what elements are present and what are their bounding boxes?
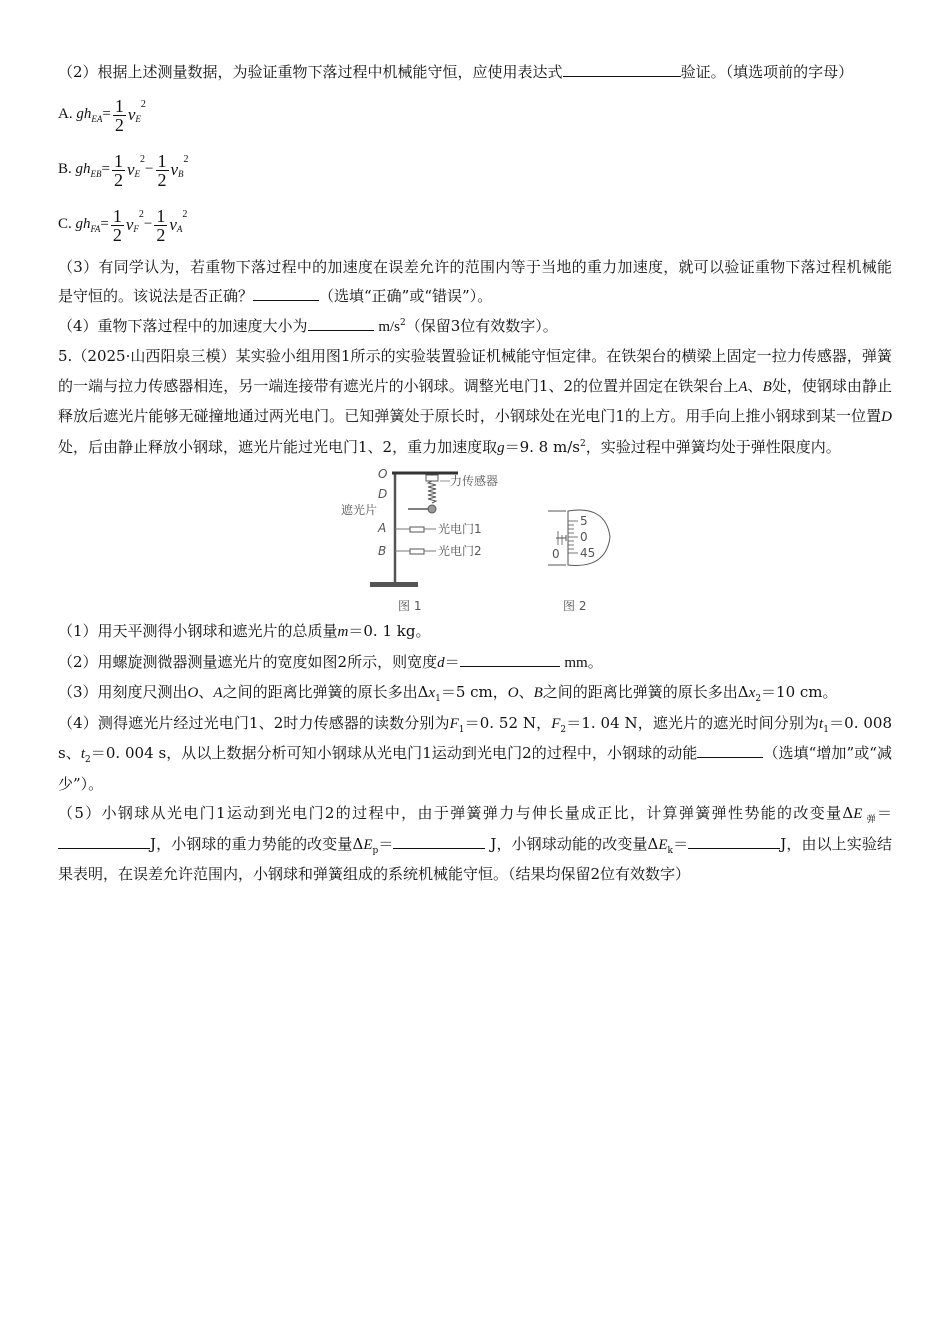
tick-45: 45 xyxy=(580,546,596,560)
experiment-figure xyxy=(58,465,892,617)
label-photogate-1: 光电门1 xyxy=(438,522,482,536)
question-4: （4）重物下落过程中的加速度大小为 $m/s^2$（保留3位有效数字）。 xyxy=(58,312,892,343)
caption-figure-2: 图 2 xyxy=(563,599,587,613)
photogate-2-icon xyxy=(410,549,424,554)
problem-5-stem: 5.（2025·山西阳泉三模）某实验小组用图1所示的实验装置验证机械能守恒定律。在铁架台的横梁上固定一拉力传感器，弹簧的一端与拉力传感器相连，另一端连接带有遮光片的小钢球。调整光电门1、2的位置并固定在铁架台上A、B处，使钢球由静止释放后遮光片能够无碰撞地通过两光电门。已知弹簧处于原长时，小钢球处在光电门1的上方。用手向上推小钢球到某一位置D处，后由静止释放小钢球，遮光片能过光电门1、2，重力加速度取g＝9. 8 $m/s^2$，实验过程中弹簧均处于弹性限度内。 xyxy=(58,347,892,456)
answer-blank-spring-energy[interactable] xyxy=(58,830,150,849)
subquestion-5: （5）小钢球从光电门1运动到光电门2的过程中，由于弹簧弹力与伸长量成正比，计算弹簧弹性势能的改变量ΔE $_弹$＝J，小钢球的重力势能的改变量$\Delta E_p= J$，小钢球动能的改变量$\Delta E_k= J$，由以上实验结果表明，在误差允许范围内，小钢球和弹簧组成的系统机械能守恒。（结果均保留2位有效数字） xyxy=(58,804,892,883)
photogate-1-icon xyxy=(410,527,424,532)
fraction-one-half: $\frac{1}{2}$ xyxy=(112,205,122,245)
tick-0-sleeve: 0 xyxy=(552,547,560,561)
tick-5: 5 xyxy=(580,514,588,528)
label-b: B xyxy=(378,544,387,558)
answer-blank-potential-energy[interactable] xyxy=(393,830,485,849)
fraction-one-half: $\frac{1}{2}$ xyxy=(113,150,123,190)
label-o: O xyxy=(378,467,388,481)
tick-0-thimble: 0 xyxy=(580,530,588,544)
label-photogate-2: 光电门2 xyxy=(438,544,482,558)
subquestion-2: （2）用螺旋测微器测量遮光片的宽度如图2所示，则宽度d＝ mm。 xyxy=(58,648,892,679)
figure-2 xyxy=(548,510,610,613)
label-shading-plate: 遮光片 xyxy=(341,503,378,517)
answer-blank-kinetic-energy[interactable] xyxy=(688,830,780,849)
answer-blank-q2[interactable] xyxy=(563,58,681,77)
fraction-one-half: $\frac{1}{2}$ xyxy=(114,95,124,135)
question-3: （3）有同学认为，若重物下落过程中的加速度在误差允许的范围内等于当地的重力加速度，就可以验证重物下落过程机械能是守恒的。该说法是否正确？ （选填“正确”或“错误”）。 xyxy=(58,257,892,305)
spring-icon xyxy=(428,481,436,503)
option-a[interactable]: A. gh EA = $\frac{1}{2}$ v E 2 xyxy=(58,95,146,135)
fraction-one-half: $\frac{1}{2}$ xyxy=(156,205,166,245)
question-2-stem: （2）根据上述测量数据，为验证重物下落过程中机械能守恒，应使用表达式 验证。（填选项前的字母） xyxy=(58,58,892,88)
document-page xyxy=(58,58,892,890)
subquestion-1: （1）用天平测得小钢球和遮光片的总质量m＝0. 1 kg。 xyxy=(58,622,431,640)
label-d: D xyxy=(378,487,388,501)
force-sensor-box xyxy=(426,475,438,481)
subquestion-4: （4）测得遮光片经过光电门1、2时力传感器的读数分别为$F_1=0$. 52 N，$F_2=1$. 04 N，遮光片的遮光时间分别为$t_1=0$. 008 s、$t_2=0$. 004 s，从以上数据分析可知小钢球从光电门1运动到光电门2的过程中，小钢球的动能 （选填“增加”或“减少”）。 xyxy=(58,713,892,793)
fraction-one-half: $\frac{1}{2}$ xyxy=(157,150,167,190)
apparatus-diagram xyxy=(58,465,892,617)
label-force-sensor: 力传感器 xyxy=(450,474,499,488)
steel-ball-icon xyxy=(428,505,436,513)
figure-1 xyxy=(341,467,498,613)
label-a: A xyxy=(378,521,387,535)
caption-figure-1: 图 1 xyxy=(398,599,422,613)
option-c[interactable]: C. gh FA = $\frac{1}{2}$ v F 2 − $\frac{1}{2}$ v A 2 xyxy=(58,205,188,245)
stand-base xyxy=(370,582,418,587)
answer-blank-width[interactable] xyxy=(460,648,560,667)
option-b[interactable]: B. gh EB = $\frac{1}{2}$ v E 2 − $\frac{1}{2}$ v B 2 xyxy=(58,150,189,190)
answer-blank-kinetic-change[interactable] xyxy=(697,739,763,758)
answer-blank-q3[interactable] xyxy=(253,282,319,301)
subquestion-3: （3）用刻度尺测出O、A之间的距离比弹簧的原长多出$\Delta x_1=5$ cm，O、B之间的距离比弹簧的原长多出$\Delta x_2=10$ cm。 xyxy=(58,683,838,704)
answer-blank-q4[interactable] xyxy=(308,312,374,331)
